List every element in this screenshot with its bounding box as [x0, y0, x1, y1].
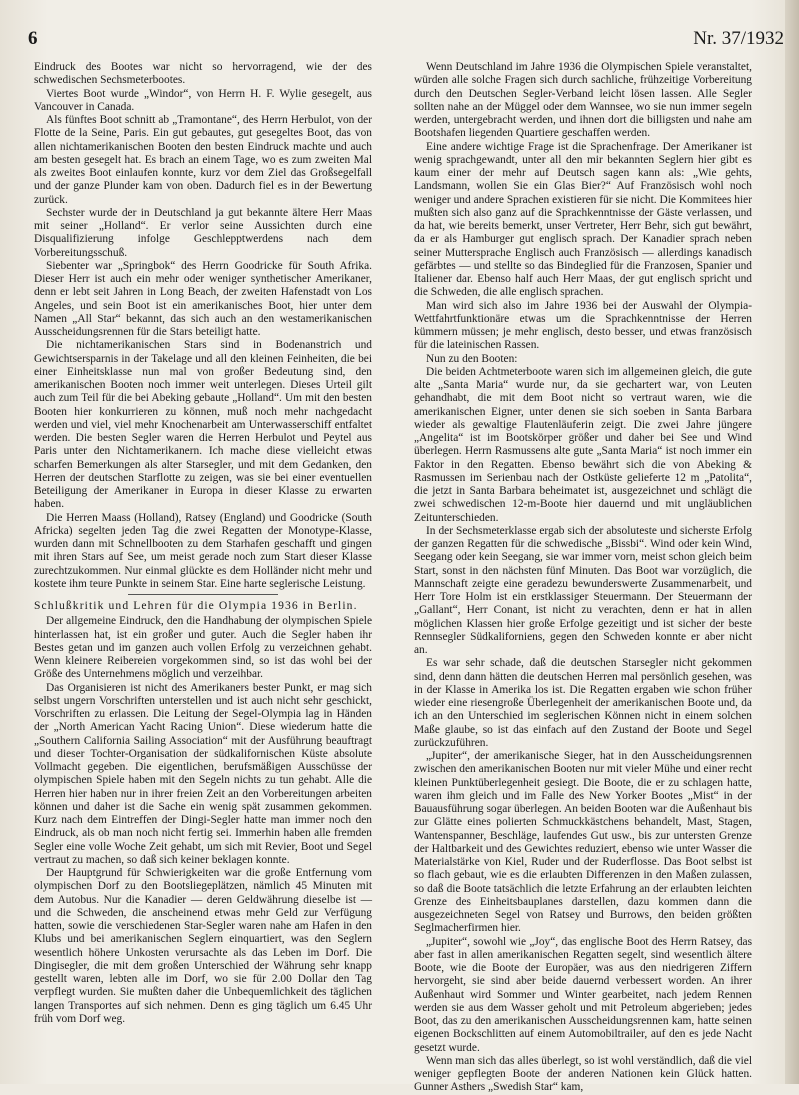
paragraph: Man wird sich also im Jahre 1936 bei der Auswahl der Olympia-Wettfahrtfunktionäre etwas um die Sprachkenntnisse der Herren kümmern müssen; je mehr englisch, desto besser, und etwas französisch für die lateinischen Rassen. [414, 299, 752, 352]
paragraph: Der Hauptgrund für Schwierigkeiten war die große Entfernung vom olympischen Dorf zu den Bootsliegeplätzen, nämlich 45 Minuten mit dem Autobus. Nur die Kanadier — deren Geldwährung dieselbe ist — und die Schweden, die anscheinend etwas mehr Geld zur Verfügung hatten, sowie die verschiedenen Star-Segler waren nahe am Hafen in den Klubs und bei amerikanischen Seglern einquartiert, was den Seglern wesentlich höhere Unkosten verursachte als das Leben im Dorf. Die Dingisegler, die mit dem großen Unterschied der Währung sehr knapp gestellt waren, lebten alle im Dorf, wo sie für 2.00 Dollar den Tag verpflegt wurden. Sie mußten daher die Unbequemlichkeit des täglichen langen Transportes auf sich nehmen. Denn es ging täglich um 6.45 Uhr früh vom Dorf weg. [34, 867, 372, 1025]
paragraph: In der Sechsmeterklasse ergab sich der absoluteste und sicherste Erfolg der ganzen Regatten für die schwedische „Bissbi“. Wind oder kein Wind, Seegang oder kein Seegang, sie war immer vorn, meist schon gleich beim Start, sonst in den nächsten fünf Minuten. Das Boot war vorzüglich, die Mannschaft zeigte eine geradezu bewunderswerte Zusammenarbeit, und Herr Tore Holm ist ein erstklassiger Steuermann. Der Steuermann der „Gallant“, Herr Conant, ist nicht zu verachten, denn er hat in allen möglichen Klassen hier große Erfolge gezeitigt und ist sicher der beste Rennsegler Südkaliforniens, gegen den Schweden konnte er aber nicht an. [414, 524, 752, 656]
section-heading: Schlußkritik und Lehren für die Olympia 1936 in Berlin. [34, 599, 358, 612]
issue-number: Nr. 37/1932 [693, 28, 784, 49]
paragraph: Das Organisieren ist nicht des Amerikaners bester Punkt, er mag sich selbst ungern Vorschriften unterstellen und ist auch nicht sehr geschickt, Vorschriften zu erlassen. Die Leitung der Segel-Olympia lag in Händen der „North American Yacht Racing Union“. Diese wiederum hatte die „Southern California Sailing Association“ mit der Ausführung beauftragt und dieser Tochter-Organisation der südkalifornischen Küste absolute Vollmacht gegeben. Die eigentlichen, berufsmäßigen Ausschüsse der olympischen Spiele haben mit den Segeln nichts zu tun gehabt. Alle die Herren hier haben nur in ihrer freien Zeit an den Vorbereitungen arbeiten können und daher ist die Sache ein wenig spät zusammen gekommen. Kurz nach dem Eintreffen der Dingi-Segler hatte man immer noch den Eindruck, als ob man noch nicht fertig sei. Immerhin haben alle fremden Segler eine volle Woche Zeit gehabt, um sich mit Revier, Boot und Segel vertraut zu machen, so daß sich keiner beklagen konnte. [34, 681, 372, 866]
right-column [414, 61, 752, 1094]
paragraph: Sechster wurde der in Deutschland ja gut bekannte ältere Herr Maas mit seiner „Holland“. Er verlor seine Aussichten durch eine Disqualifizierung infolge Geschlepptwerdens nach dem Vorbereitungsschuß. [34, 206, 372, 259]
section-divider [128, 594, 278, 595]
paragraph: Eindruck des Bootes war nicht so hervorragend, wie der des schwedischen Sechsmeterbootes. [34, 61, 372, 87]
paragraph: Eine andere wichtige Frage ist die Sprachenfrage. Der Amerikaner ist wenig sprachgewandt, unter all den mir bekannten Seglern hier gibt es kaum einer der mehr auf Deutsch sagen kann als: „Wie gehts, Landsmann, wollen Sie ein Glas Bier?“ Auf Französisch wohl noch weniger und andere Sprachen existieren für sie nicht. Die Kommitees hier mußten sich also ganz auf die Sprachkenntnisse der Gäste verlassen, und da hat, wie bereits bemerkt, unser Vertreter, Herr Behr, sich gut bewährt, da er als Hamburger gut englisch sprach. Der Kanadier sprach neben seiner Muttersprache Englisch auch Französisch — allerdings kanadisch gefärbtes — und stellte so das Bindeglied für die Franzosen, Spanier und Italiener dar. Ebenso half auch Herr Maas, der gut englisch spricht und die Schweden, die alle englisch sprachen. [414, 140, 752, 299]
paragraph: Viertes Boot wurde „Windor“, von Herrn H. F. Wylie gesegelt, aus Vancouver in Canada. [34, 87, 372, 113]
page-edge-shadow [785, 0, 799, 1084]
paragraph: Die nichtamerikanischen Stars sind in Bodenanstrich und Gewichtsersparnis in der Takelage und all den kleinen Feinheiten, die bei einer Einheitsklasse nun mal von großer Bedeutung sind, den amerikanischen Booten noch immer weit unterlegen. Dieses Urteil gilt auch zum Teil für die bei Abeking gebaute „Holland“. Um mit den besten Booten hier konkurrieren zu können, muß noch mehr nachgedacht werden und viel, viel mehr Knochenarbeit am Unterwasserschiff entfaltet werden. Die besten Segler waren die Herren Herbulot und Peytel aus Paris unter den Nichtamerikanern. Ich mache diese vielleicht etwas scharfen Bemerkungen als alter Starsegler, und mit dem Gedanken, den Herren der deutschen Starflotte zu zeigen, was sie bei einer eventuellen Beteiligung der Amerikaner in Europa in dieser Klasse zu erwarten haben. [34, 339, 372, 511]
paragraph: „Jupiter“, der amerikanische Sieger, hat in den Ausscheidungsrennen zwischen den amerikanischen Booten nur mit vieler Mühe und einer recht kleinen Punktüberlegenheit gesiegt. Die Boote, die er zu schlagen hatte, waren ihm gleich und im Falle des New Yorker Bootes „Mist“ in der Bauausführung sogar überlegen. An beiden Booten war die Außenhaut bis zur Glätte eines polierten Schmuckkästchens behandelt, Mast, Stagen, Wantenspanner, Beschläge, laufendes Gut usw., bis zur untersten Grenze der Haltbarkeit und des Gewichtes reduziert, ebenso wie unter Wasser die Materialstärke von Kiel, Ruder und der Ruderflosse. Das Boot selbst ist so flach gebaut, wie es die erlaubten Differenzen in den Maßen zulassen, so daß die Boote tatsächlich die letzte Erfahrung an der erlaubten leichten Grenze des Einheitsbauplanes darstellen, dazu kommen dann die ausgezeichneten Segel von Ratsey und Burrows, den beiden größten Seglmacherfirmen hier. [414, 750, 752, 935]
left-column [34, 61, 372, 1076]
paragraph: Als fünftes Boot schnitt ab „Tramontane“, des Herrn Herbulot, von der Flotte de la Seine, Paris. Ein gut gebautes, gut gesegeltes Boot, das von allen nichtamerikanischen Booten den besten Eindruck machte und auch am besten gesegelt hat. Es brach an einem Tage, wo es zum zweiten Mal als zweites Boot einlaufen konnte, kurz vor dem Ziel das Großsegelfall und der ganze Plunder kam von oben. Dadurch fiel es in der Bewertung zurück. [34, 114, 372, 206]
paragraph: Die beiden Achtmeterboote waren sich im allgemeinen gleich, die gute alte „Santa Maria“ wurde nur, da sie gechartert war, von Leuten gehandhabt, die mit dem Boot nicht so vertraut waren, wie die amerikanischen Eigner, unter denen sie sich soeben in Santa Barbara wieder als gewaltige Flautenläuferin zeigt. Die zwei Jahre jüngere „Angelita“ ist im Bootskörper größer und daher bei See und Wind überlegen. Herrn Rasmussens alte gute „Santa Maria“ ist noch immer ein Faktor in den Regatten. Ebenso bewährt sich die von Abeking & Rasmussen im Serienbau nach der Ostküste gelieferte 12 m „Patolita“, die jetzt in Santa Barbara beheimatet ist, ausgezeichnet und schlägt die zwei schwedischen 12-m-Boote hier dauernd und mit ungläublichen Zeitunterschieden. [414, 365, 752, 524]
paragraph: Nun zu den Booten: [426, 352, 518, 365]
paragraph: Siebenter war „Springbok“ des Herrn Goodricke für South Afrika. Dieser Herr ist auch ein mehr oder weniger synthetischer Amerikaner, denn er lebt seit Jahren in Long Beach, der zweiten Hafenstadt von Los Angeles, und sein Boot ist ein amerikanisches Boot, hier unter dem Namen „All Star“ bekannt, das sich auch an den westamerikanischen Ausscheidungsrennen für die Stars beteiligt hatte. [34, 259, 372, 338]
paragraph: Wenn Deutschland im Jahre 1936 die Olympischen Spiele veranstaltet, würden alle solche Fragen sich durch sachliche, frühzeitige Vorbereitung durch den Deutschen Segler-Verband leicht lösen lassen. Alle Segler sollten nahe an der Müggel oder dem Wannsee, wo sie nun immer segeln werden, untergebracht werden, und ihnen dort die billigsten und nahe am Bootshafen liegenden Quartiere geschaffen werden. [414, 61, 752, 140]
paragraph: Wenn man sich das alles überlegt, so ist wohl verständlich, daß die viel weniger gepflegten Boote der anderen Nationen kein Glück hatten. Gunner Asthers „Swedish Star“ kam, [414, 1054, 752, 1094]
paragraph: Der allgemeine Eindruck, den die Handhabung der olympischen Spiele hinterlassen hat, ist ein großer und guter. Auch die Segler haben ihr Bestes getan und im ganzen auch vollen Erfolg zu verzeichnen gehabt. Wenn kleinere Reibereien vorgekommen sind, so ist das wohl bei der Größe des Unternehmens möglich und verzeihbar. [34, 615, 372, 681]
paragraph: Die Herren Maass (Holland), Ratsey (England) und Goodricke (South Africka) segelten jeden Tag die zwei Regatten der Monotype-Klasse, wurden dann mit Schnellbooten zu dem Starhafen geschafft und gingen mit ihren Stars auf See, um meist gerade noch zum Start dieser Klasse zurechtzukommen. Nur einmal glückte es dem Holländer nicht mehr und kostete ihm teure Punkte in seinem Star. Eine harte seglerische Leistung. [34, 511, 372, 590]
page-number: 6 [28, 28, 38, 49]
paragraph: „Jupiter“, sowohl wie „Joy“, das englische Boot des Herrn Ratsey, das aber fast in allen amerikanischen Regatten segelt, sind wesentlich ältere Boote, wie die Boote der Europäer, was aus den niedrigeren Ziffern hervorgeht, sie sind aber beide dauernd verbessert worden. An ihrer Außenhaut wird Sommer und Winter gearbeitet, nach jedem Rennen werden sie aus dem Wasser geholt und mit Petroleum abgerieben; jedes Boot, das zu den amerikanischen Ausscheidungsrennen kam, hatte seinen eigenen Bockschlitten auf einem Automobiltrailer, auf den es jede Nacht gesetzt wurde. [414, 935, 752, 1054]
paragraph: Es war sehr schade, daß die deutschen Starsegler nicht gekommen sind, denn dann hätten die deutschen Herren mal persönlich gesehen, was in der Klasse in Amerika los ist. Die Regatten ergaben wie schon früher wieder eine riesengroße Überlegenheit der amerikanischen Boote und, da ich an den Unterschied im seglerischen Können nicht in einem solchen Maße glaube, so ist das einfach auf den Zustand der Boote und Segel zurückzuführen. [414, 657, 752, 749]
